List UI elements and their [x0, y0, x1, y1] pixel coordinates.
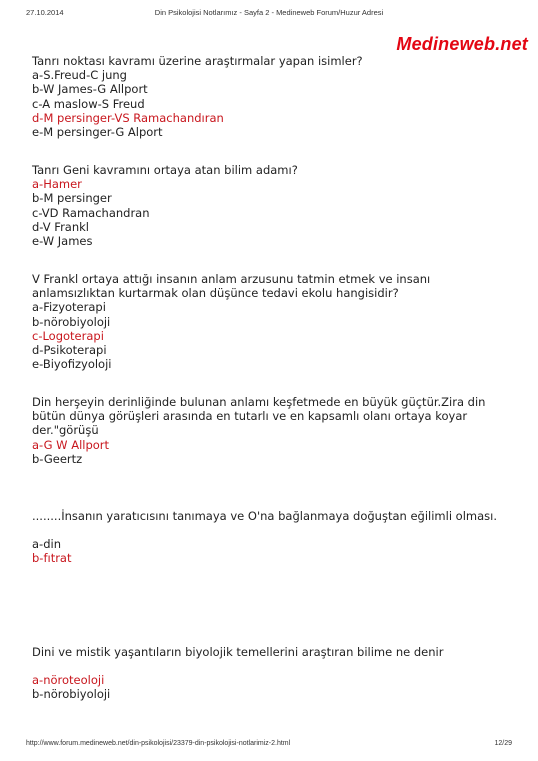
option-b: b-W James-G Allport — [32, 82, 148, 97]
question-text: Tanrı Geni kavramını ortaya atan bilim adamı? — [32, 163, 298, 177]
option-e: e-M persinger-G Alport — [32, 125, 163, 140]
footer-url: http://www.forum.medineweb.net/din-psikolojisi/23379-din-psikolojisi-notlarimiz-2.html — [26, 740, 291, 747]
option-a-correct: a-nöroteoloji — [32, 673, 105, 688]
spacer — [32, 659, 443, 673]
question-block-2 — [32, 163, 298, 248]
option-c: c-VD Ramachandran — [32, 205, 150, 220]
option-a: a-din — [32, 537, 61, 552]
question-block-3 — [32, 272, 430, 371]
question-text-line-3: der."görüşü — [32, 423, 99, 438]
option-b: b-M persinger — [32, 191, 112, 206]
option-b: b-nörobiyoloji — [32, 687, 111, 702]
option-e: e-W James — [32, 234, 93, 249]
question-text-line-2: anlamsızlıktan kurtarmak olan düşünce tedavi ekolu hangisidir? — [32, 286, 399, 301]
option-d: d-V Frankl — [32, 219, 89, 234]
question-text-line-2: bütün dünya görüşleri arasında en tutarlı ve en kapsamlı olanı ortaya koyar — [32, 409, 468, 424]
header-title: Din Psikolojisi Notlarımız - Sayfa 2 - Medineweb Forum/Huzur Adresi — [154, 8, 384, 17]
question-text: ........İnsanın yaratıcısını tanımaya ve O'na bağlanmaya doğuştan eğilimli olması. — [32, 509, 497, 523]
question-text: Dini ve mistik yaşantıların biyolojik temellerini araştıran bilime ne denir — [32, 645, 444, 659]
option-c: c-A maslow-S Freud — [32, 96, 145, 111]
page-number: 12/29 — [494, 740, 512, 747]
option-b-correct: b-fıtrat — [32, 551, 72, 566]
option-a-correct: a-G W Allport — [32, 437, 110, 452]
brand-logo: Medineweb.net — [396, 34, 528, 54]
option-a-correct: a-Hamer — [32, 177, 82, 192]
question-block-4 — [32, 395, 485, 466]
option-d-correct: d-M persinger-VS Ramachandıran — [32, 110, 224, 125]
question-block-5 — [32, 509, 497, 566]
question-text-line-1: Din herşeyin derinliğinde bulunan anlamı keşfetmede en büyük güçtür.Zira din — [32, 395, 486, 409]
question-block-1 — [32, 54, 363, 139]
option-a: a-S.Freud-C jung — [32, 68, 127, 83]
option-a: a-Fizyoterapi — [32, 300, 106, 315]
question-text-line-1: V Frankl ortaya attığı insanın anlam arzusunu tatmin etmek ve insanı — [32, 272, 431, 286]
option-b: b-nörobiyoloji — [32, 314, 111, 329]
option-c-correct: c-Logoterapi — [32, 328, 104, 343]
header-date: 27.10.2014 — [26, 8, 64, 17]
question-text: Tanrı noktası kavramı üzerine araştırmalar yapan isimler? — [32, 54, 363, 68]
question-block-6 — [32, 645, 443, 702]
option-b: b-Geertz — [32, 451, 83, 466]
option-e: e-Biyofizyoloji — [32, 357, 112, 372]
option-d: d-Psikoterapi — [32, 343, 107, 358]
spacer — [32, 523, 497, 537]
